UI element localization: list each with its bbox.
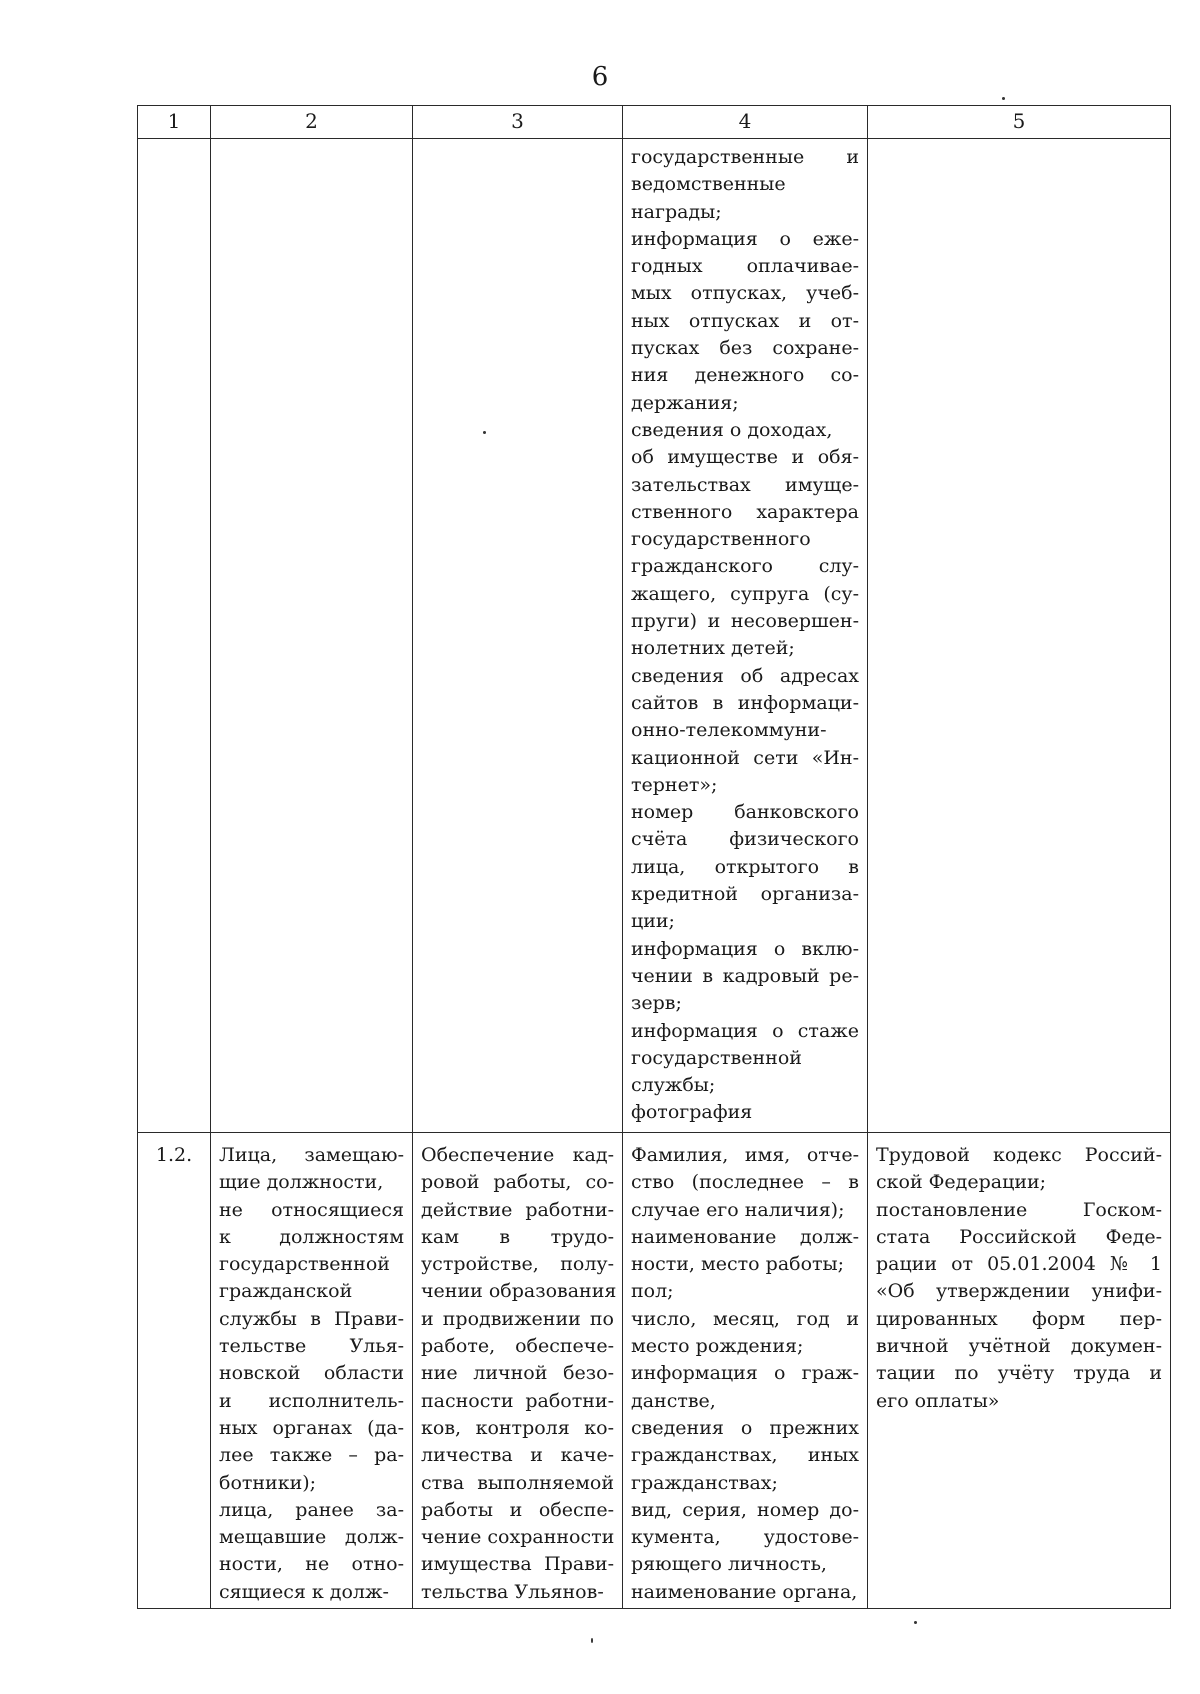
row2-basis-cell — [868, 1133, 1171, 1609]
text-line: и продвижении по — [421, 1307, 614, 1330]
text-line: чение сохранности — [421, 1526, 615, 1549]
text-line: кам в трудо- — [421, 1225, 614, 1248]
text-line: пруги) и несовершен- — [631, 610, 859, 633]
row2-data-list — [631, 1142, 859, 1606]
text-line: лица, ранее за- — [219, 1498, 404, 1521]
text-line: чении в кадровый ре- — [631, 964, 859, 987]
text-line: ровой работы, со- — [421, 1171, 614, 1194]
text-line: нолетних детей; — [631, 637, 795, 660]
text-line: держания; — [631, 391, 739, 414]
text-line: гражданской — [219, 1280, 353, 1303]
text-line: кумента, удостове- — [631, 1526, 859, 1549]
text-line: государственной — [631, 1046, 802, 1069]
text-line: сведения об адресах — [631, 664, 859, 687]
row2-number-cell: 1.2. — [138, 1133, 211, 1609]
text-line: рации от 05.01.2004 № 1 — [876, 1253, 1162, 1276]
text-line: фотография — [631, 1101, 753, 1124]
text-line: службы в Прави- — [219, 1307, 404, 1330]
text-line: онно-телекоммуни- — [631, 719, 827, 742]
text-line: его оплаты» — [876, 1389, 1000, 1412]
text-line: сведения о прежних — [631, 1416, 859, 1439]
text-line: информация о еже- — [631, 227, 859, 250]
row2-purpose-cell — [413, 1133, 623, 1609]
text-line: стата Российской Феде- — [876, 1225, 1162, 1248]
text-line: ственного характера — [631, 500, 859, 523]
text-line: ных отпусках и от- — [631, 309, 859, 332]
text-line: мещавшие долж- — [219, 1526, 404, 1549]
text-line: информация о стаже — [631, 1019, 859, 1042]
row1-number-cell — [138, 139, 211, 1133]
text-line: новской области — [219, 1362, 404, 1385]
table-row — [138, 1133, 1171, 1609]
text-line: к должностям — [219, 1225, 404, 1248]
text-line: наименование органа, — [631, 1580, 858, 1603]
column-header-1: 1 — [138, 106, 211, 139]
page-number: 6 — [591, 62, 609, 92]
text-line: информация о граж- — [631, 1362, 859, 1385]
scan-speck — [1002, 97, 1005, 100]
text-line: тернет»; — [631, 773, 718, 796]
text-line: тации по учёту труда и — [876, 1362, 1162, 1385]
text-line: государственные и — [631, 146, 859, 168]
text-line: место рождения; — [631, 1335, 804, 1358]
row1-category-cell — [211, 139, 413, 1133]
row2-category-cell — [211, 1133, 413, 1609]
column-header-2: 2 — [211, 106, 413, 139]
text-line: службы; — [631, 1074, 716, 1097]
text-line: лица, открытого в — [631, 855, 859, 878]
scan-speck — [591, 1638, 593, 1643]
text-line: ции; — [631, 910, 675, 933]
table-header-row — [138, 106, 1171, 139]
text-line: кационной сети «Ин- — [631, 746, 859, 769]
text-line: лее также – ра- — [219, 1444, 404, 1467]
text-line: наименование долж- — [631, 1225, 859, 1248]
document-table — [137, 105, 1171, 1609]
text-line: ской Федерации; — [876, 1171, 1047, 1194]
text-line: пусках без сохране- — [631, 337, 859, 360]
text-line: гражданствах, иных — [631, 1444, 859, 1467]
text-line: работе, обеспече- — [421, 1335, 614, 1358]
scan-speck — [914, 1621, 917, 1624]
scan-speck — [483, 431, 486, 434]
row1-data-list-cell — [623, 139, 868, 1133]
text-line: мых отпусках, учеб- — [631, 282, 859, 305]
text-line: «Об утверждении унифи- — [876, 1280, 1162, 1303]
table-row — [138, 139, 1171, 1133]
text-line: сайтов в информаци- — [631, 691, 859, 714]
text-line: случае его наличия); — [631, 1198, 845, 1221]
text-line: не относящиеся — [219, 1198, 404, 1221]
text-line: ности, не отно- — [219, 1553, 404, 1576]
text-line: работы и обеспе- — [421, 1498, 614, 1521]
text-line: чении образования — [421, 1280, 617, 1303]
text-line: сящиеся к долж- — [219, 1580, 389, 1603]
text-line: действие работни- — [421, 1198, 614, 1221]
text-line: счёта физического — [631, 828, 859, 851]
text-line: гражданствах; — [631, 1471, 778, 1494]
text-line: ства выполняемой — [421, 1471, 614, 1494]
text-line: Лица, замещаю- — [219, 1144, 404, 1166]
text-line: личества и каче- — [421, 1444, 614, 1467]
text-line: информация о вклю- — [631, 937, 859, 960]
text-line: зерв; — [631, 992, 682, 1015]
text-line: ведомственные — [631, 173, 786, 196]
text-line: устройстве, полу- — [421, 1253, 614, 1276]
row1-purpose-cell — [413, 139, 623, 1133]
text-line: Фамилия, имя, отче- — [631, 1144, 859, 1166]
row2-purpose-text — [421, 1142, 617, 1606]
text-line: и исполнитель- — [219, 1389, 404, 1412]
text-line: ных органах (да- — [219, 1416, 404, 1439]
text-line: Обеспечение кад- — [421, 1144, 614, 1166]
text-line: награды; — [631, 200, 722, 223]
text-line: вичной учётной докумен- — [876, 1335, 1162, 1358]
text-line: ков, контроля ко- — [421, 1416, 614, 1439]
text-line: число, месяц, год и — [631, 1307, 859, 1330]
text-line: жащего, супруга (су- — [631, 582, 859, 605]
text-line: сведения о доходах, — [631, 418, 833, 441]
text-line: тельства Ульянов- — [421, 1580, 604, 1603]
row2-basis-text — [876, 1142, 1162, 1415]
text-line: данстве, — [631, 1389, 716, 1412]
text-line: гражданского слу- — [631, 555, 859, 578]
column-header-3: 3 — [413, 106, 623, 139]
text-line: имущества Прави- — [421, 1553, 614, 1576]
column-header-5: 5 — [868, 106, 1171, 139]
text-line: об имуществе и обя- — [631, 446, 859, 469]
text-line: Трудовой кодекс Россий- — [876, 1144, 1162, 1166]
text-line: тельстве Улья- — [219, 1335, 404, 1358]
text-line: ние личной безо- — [421, 1362, 614, 1385]
text-line: ство (последнее – в — [631, 1171, 859, 1194]
row1-basis-cell — [868, 139, 1171, 1133]
text-line: ния денежного со- — [631, 364, 859, 387]
text-line: годных оплачивае- — [631, 255, 859, 278]
text-line: пол; — [631, 1280, 674, 1303]
text-line: вид, серия, номер до- — [631, 1498, 859, 1521]
text-line: цированных форм пер- — [876, 1307, 1162, 1330]
text-line: ботники); — [219, 1471, 317, 1494]
column-header-4: 4 — [623, 106, 868, 139]
text-line: государственного — [631, 528, 811, 551]
row2-category-text — [219, 1142, 404, 1606]
row2-data-list-cell — [623, 1133, 868, 1609]
text-line: номер банковского — [631, 801, 859, 824]
text-line: зательствах имуще- — [631, 473, 859, 496]
text-line: постановление Госком- — [876, 1198, 1162, 1221]
text-line: государственной — [219, 1253, 390, 1276]
text-line: щие должности, — [219, 1171, 384, 1194]
text-line: ности, место работы; — [631, 1253, 845, 1276]
text-line: кредитной организа- — [631, 883, 859, 906]
text-line: ряющего личность, — [631, 1553, 827, 1576]
row1-data-list — [631, 144, 859, 1127]
text-line: пасности работни- — [421, 1389, 614, 1412]
